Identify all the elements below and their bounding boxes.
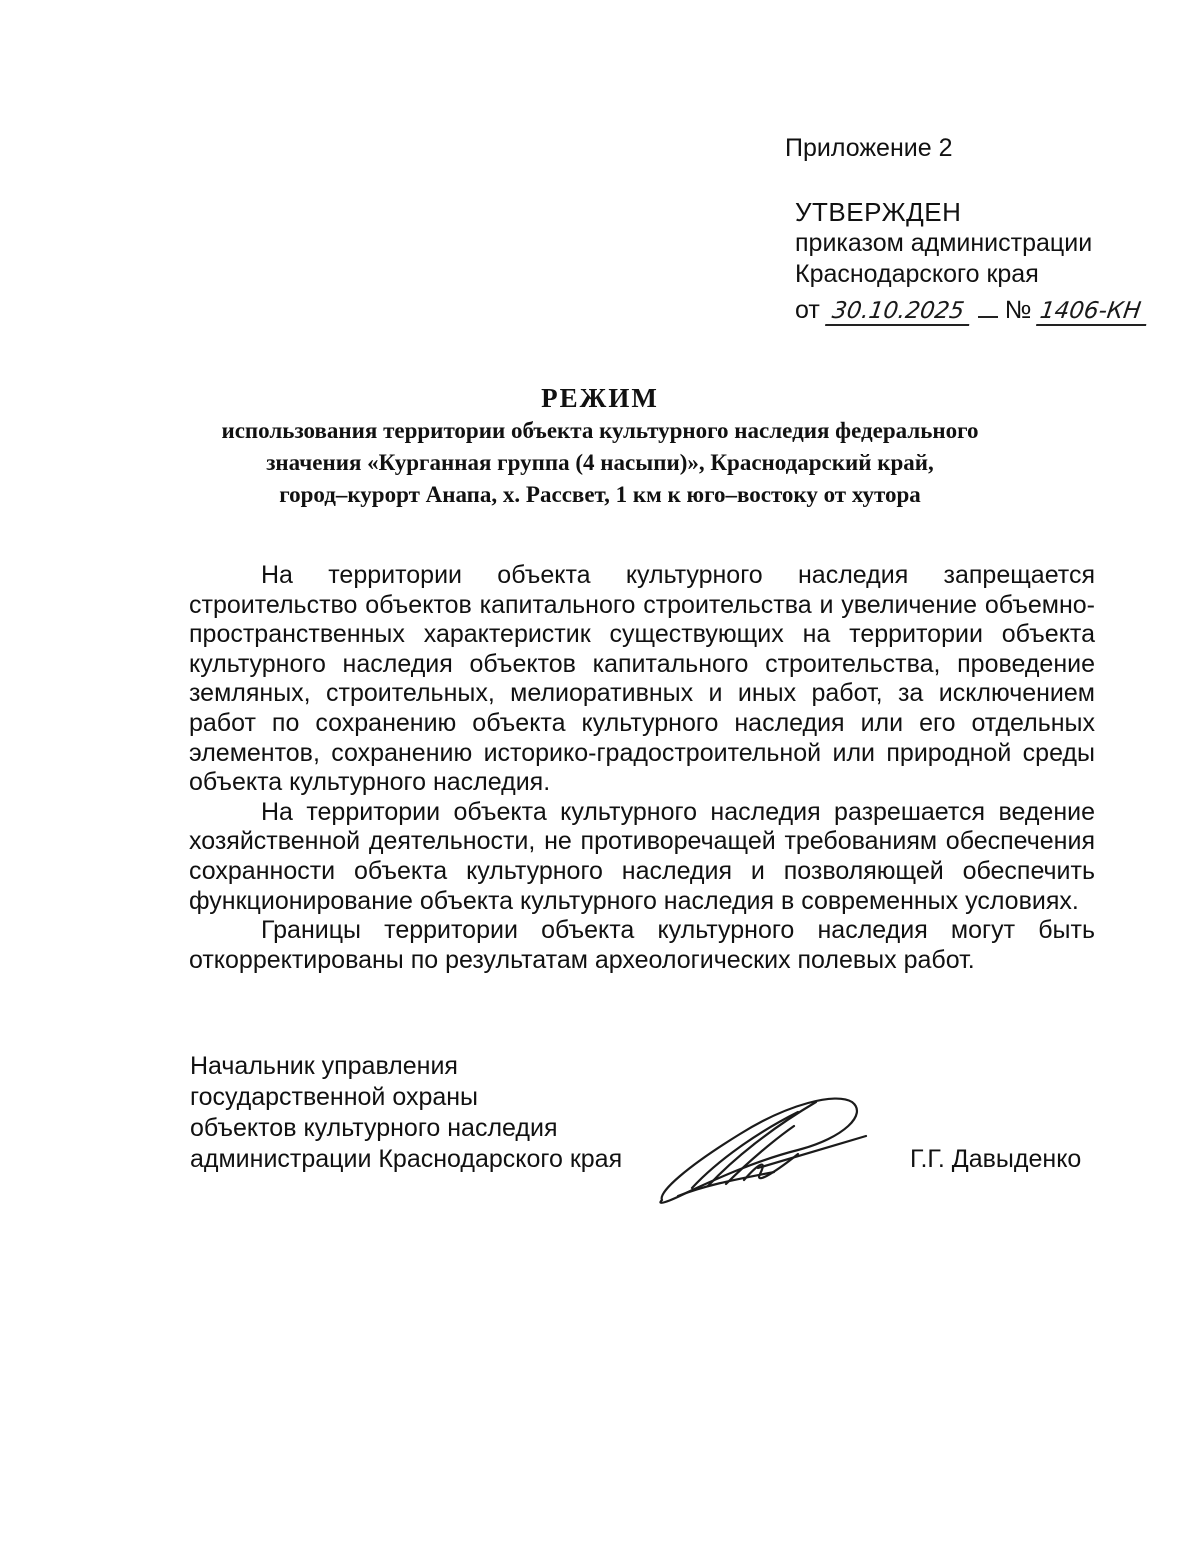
title-main: РЕЖИМ: [541, 383, 659, 413]
approval-line-2: Краснодарского края: [795, 260, 1039, 288]
number-prefix: №: [1004, 296, 1032, 324]
paragraph-boundaries: Границы территории объекта культурного наследия могут быть откорректированы по результатам археологических полевых работ.: [189, 916, 1095, 974]
position-line-1: Начальник управления: [190, 1052, 458, 1080]
position-line-4: администрации Краснодарского края: [190, 1145, 623, 1173]
document-title: [150, 382, 1050, 510]
appendix-label: Приложение 2: [785, 134, 953, 162]
signer-position: [190, 1051, 622, 1175]
underline-gap: [978, 290, 998, 318]
date-prefix: от: [795, 296, 820, 324]
document-body: [189, 561, 1095, 975]
approval-block: [795, 197, 1148, 326]
paragraph-permissions: На территории объекта культурного наследия разрешается ведение хозяйственной деятельности, не противоречащей требованиям обеспечения сохранности объекта культурного наследия и позволяющей обеспечить функционирование объекта культурного наследия в современных условиях.: [189, 797, 1095, 915]
position-line-3: объектов культурного наследия: [190, 1114, 558, 1142]
approval-line-1: приказом администрации: [795, 229, 1093, 257]
title-line-2: значения «Курганная группа (4 насыпи)», Краснодарский край,: [266, 450, 934, 475]
title-line-1: использования территории объекта культурного наследия федерального: [221, 418, 979, 443]
handwritten-date: 30.10.2025: [825, 298, 973, 326]
handwritten-signature: [648, 1088, 876, 1210]
signer-name: Г.Г. Давыденко: [910, 1145, 1082, 1173]
paragraph-prohibitions: На территории объекта культурного наследия запрещается строительство объектов капитального строительства и увеличение объемно-пространственных характеристик существующих на территории объекта культурного наследия объектов капитального строительства, проведение земляных, строительных, мелиоративных и иных работ, за исключением работ по сохранению объекта культурного наследия или его отдельных элементов, сохранению историко-градостроительной или природной среды объекта культурного наследия.: [189, 561, 1095, 797]
handwritten-number: 1406-КН: [1036, 298, 1150, 326]
title-line-3: город–курорт Анапа, х. Рассвет, 1 км к юго–востоку от хутора: [279, 482, 921, 507]
position-line-2: государственной охраны: [190, 1083, 479, 1111]
approval-date-number-line: [795, 290, 1148, 326]
approval-heading: УТВЕРЖДЕН: [795, 197, 962, 227]
